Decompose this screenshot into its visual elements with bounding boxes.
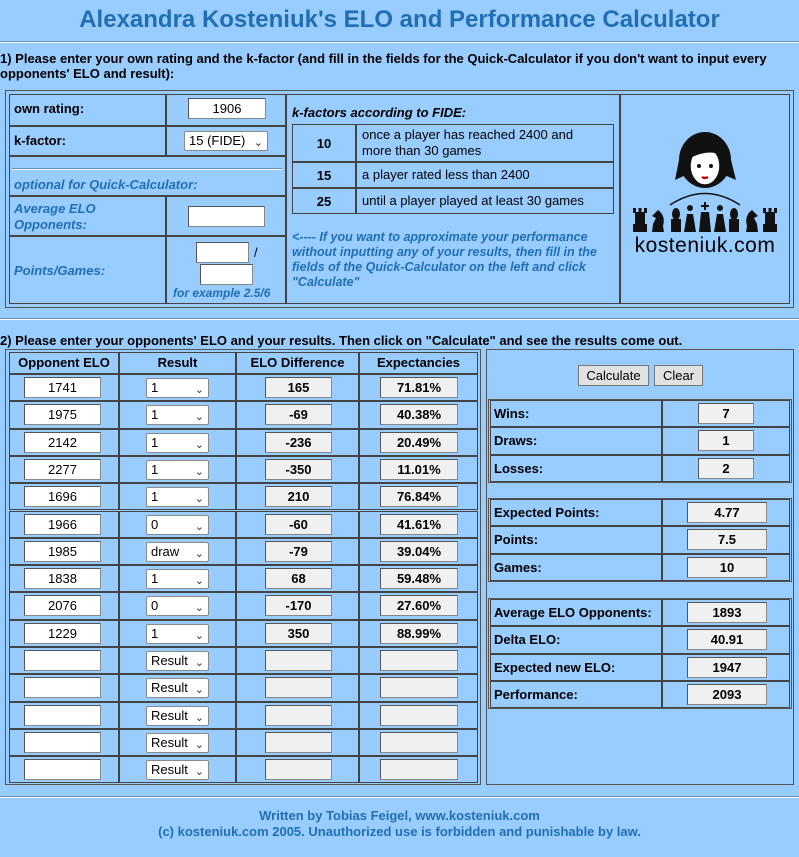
opponent-elo-input[interactable]: 1985 <box>24 541 101 562</box>
chevron-down-icon: ⌄ <box>194 520 204 533</box>
result-select[interactable] <box>146 405 209 425</box>
k-factor-select[interactable] <box>184 131 268 151</box>
expectancy-output: 88.99% <box>380 623 458 644</box>
opponent-elo-input[interactable]: 2277 <box>24 459 101 480</box>
result-label: Average ELO Opponents: <box>494 605 652 620</box>
footer-copyright: (c) kosteniuk.com 2005. Unauthorized use is forbidden and punishable by law. <box>158 824 641 839</box>
elo-difference-output: -69 <box>265 404 332 425</box>
chevron-down-icon: ⌄ <box>194 711 204 724</box>
result-select[interactable] <box>146 460 209 480</box>
elo-difference-output: -350 <box>265 459 332 480</box>
divider <box>0 318 799 320</box>
elo-difference-output: -60 <box>265 514 332 535</box>
logo-text: kosteniuk.com <box>634 234 776 257</box>
result-select[interactable] <box>146 433 209 453</box>
expectancy-output <box>380 759 458 780</box>
chevron-down-icon: ⌄ <box>194 411 204 424</box>
points-example: for example 2.5/6 <box>173 286 271 300</box>
quick-divider <box>12 168 282 170</box>
opponent-elo-input[interactable]: 1696 <box>24 486 101 507</box>
kfactor-heading <box>292 105 466 120</box>
result-select[interactable] <box>146 515 209 535</box>
calculate-button[interactable]: Calculate <box>578 365 649 386</box>
kfactor-value: 15 <box>316 167 332 183</box>
table-row <box>9 483 478 510</box>
expectancy-output <box>380 732 458 753</box>
header-expectancies: Expectancies <box>376 355 461 370</box>
elo-difference-output: -170 <box>265 595 332 616</box>
result-select[interactable] <box>146 378 209 398</box>
chevron-down-icon: ⌄ <box>194 547 204 560</box>
result-value-output: 2 <box>698 458 754 479</box>
table-row <box>9 401 478 428</box>
expectancy-output: 39.04% <box>380 541 458 562</box>
chevron-down-icon: ⌄ <box>194 766 204 779</box>
chevron-down-icon: ⌄ <box>194 657 204 669</box>
kfactor-description: until a player played at least 30 games <box>362 193 584 208</box>
table-row <box>9 456 478 483</box>
opponent-elo-input[interactable] <box>24 732 101 753</box>
elo-difference-output <box>265 705 332 726</box>
result-value-output: 1947 <box>687 657 767 678</box>
points-games-label: Points/Games: <box>14 263 106 278</box>
opponent-elo-input[interactable]: 1975 <box>24 404 101 425</box>
expectancy-output: 20.49% <box>380 432 458 453</box>
result-value-output: 10 <box>687 557 767 578</box>
expectancy-output: 59.48% <box>380 568 458 589</box>
chevron-down-icon: ⌄ <box>194 438 204 451</box>
result-value-output: 1 <box>698 430 754 451</box>
kfactor-value: 10 <box>316 135 332 151</box>
result-select[interactable] <box>146 624 209 644</box>
result-value: 1 <box>151 461 159 477</box>
table-row <box>9 565 478 592</box>
expectancy-output: 76.84% <box>380 486 458 507</box>
result-label: Performance: <box>494 686 578 702</box>
clear-button[interactable]: Clear <box>654 365 703 386</box>
table-row <box>9 674 478 701</box>
result-value-output: 7.5 <box>687 529 767 550</box>
table-row <box>9 374 478 401</box>
k-factor-value: 15 (FIDE) <box>189 133 246 148</box>
chevron-down-icon: ⌄ <box>194 629 204 642</box>
expectancy-output: 41.61% <box>380 514 458 535</box>
result-value-output: 1893 <box>687 602 767 623</box>
elo-difference-output <box>265 650 332 671</box>
divider <box>0 41 799 43</box>
opponent-elo-input[interactable] <box>24 677 101 698</box>
result-select[interactable] <box>146 733 209 753</box>
elo-difference-output: -79 <box>265 541 332 562</box>
expectancy-output <box>380 650 458 671</box>
result-label: Losses: <box>494 460 544 476</box>
result-select[interactable] <box>146 569 209 589</box>
result-value: Result <box>151 653 188 668</box>
result-select[interactable] <box>146 651 209 671</box>
result-value: Result <box>151 707 188 723</box>
opponent-elo-input[interactable]: 1838 <box>24 568 101 589</box>
points-input[interactable] <box>196 242 249 263</box>
own-rating-label: own rating: <box>14 101 85 116</box>
chevron-down-icon: ⌄ <box>194 384 204 396</box>
table-row <box>9 620 478 647</box>
result-label: Draws: <box>494 433 538 449</box>
footer-credit: Written by Tobias Feigel, www.kosteniuk.com <box>259 808 540 823</box>
result-select[interactable] <box>146 760 209 780</box>
result-select[interactable] <box>146 487 209 507</box>
result-value: draw <box>151 543 180 559</box>
games-input[interactable] <box>200 264 253 285</box>
result-value-output: 2093 <box>687 684 767 705</box>
page-title: Alexandra Kosteniuk's ELO and Performance Calculator <box>79 6 720 33</box>
chevron-down-icon: ⌄ <box>194 465 204 478</box>
chevron-down-icon: ⌄ <box>194 684 204 697</box>
divider <box>0 796 799 798</box>
kfactor-heading-text: k-factors according to FIDE: <box>292 105 467 120</box>
opponent-elo-input[interactable] <box>24 650 101 671</box>
chevron-down-icon: ⌄ <box>194 602 204 615</box>
kfactor-value: 25 <box>316 193 332 209</box>
expectancy-output: 40.38% <box>380 404 458 425</box>
result-label: Games: <box>494 559 542 575</box>
chevron-down-icon: ⌄ <box>194 738 204 751</box>
opponent-elo-input[interactable] <box>24 759 101 780</box>
step2-instructions: 2) Please enter your opponents' ELO and your results. Then click on "Calculate" and see the results come out. <box>0 333 683 348</box>
opponent-elo-input[interactable]: 2076 <box>24 595 101 616</box>
header-result: Result <box>157 355 198 370</box>
table-row <box>9 511 478 538</box>
table-row <box>9 756 478 783</box>
result-value: 1 <box>151 625 159 641</box>
kfactor-description: once a player has reached 2400 and more than 30 games <box>362 127 574 158</box>
expectancy-output <box>380 677 458 698</box>
chess-pieces-icon <box>630 202 780 236</box>
own-rating-input[interactable]: 1906 <box>188 98 266 119</box>
opponent-elo-input[interactable]: 2142 <box>24 432 101 453</box>
result-select[interactable] <box>146 542 209 562</box>
header-opponent-elo: Opponent ELO <box>18 355 110 370</box>
opponent-elo-input[interactable]: 1966 <box>24 514 101 535</box>
expectancy-output <box>380 705 458 726</box>
kfactor-note: <---- If you want to approximate your performance without inputting any of your results, then fill in the fields of the Quick-Calculator on the left and click "Calculate" <box>292 230 597 289</box>
elo-difference-output: 68 <box>265 568 332 589</box>
chevron-down-icon: ⌄ <box>253 137 263 149</box>
table-row <box>9 647 478 674</box>
opponent-elo-input[interactable]: 1229 <box>24 623 101 644</box>
expectancy-output: 71.81% <box>380 377 458 398</box>
kosteniuk-logo <box>630 130 780 260</box>
opponent-elo-input[interactable]: 1741 <box>24 377 101 398</box>
expectancy-output: 27.60% <box>380 595 458 616</box>
result-value: Result <box>151 762 188 778</box>
table-row <box>9 592 478 619</box>
kfactor-description: a player rated less than 2400 <box>362 167 530 182</box>
result-value-output: 40.91 <box>687 629 767 650</box>
result-value-output: 7 <box>698 403 754 424</box>
elo-difference-output: 350 <box>265 623 332 644</box>
quick-heading: optional for Quick-Calculator: <box>14 177 198 192</box>
table-row <box>9 429 478 456</box>
k-factor-label: k-factor: <box>14 133 67 148</box>
result-value: 0 <box>151 516 159 532</box>
header-elo-difference: ELO Difference <box>250 355 345 370</box>
result-label: Expected new ELO: <box>494 659 616 675</box>
result-label: Expected Points: <box>494 505 600 520</box>
result-label: Wins: <box>494 406 530 421</box>
table-row <box>9 538 478 565</box>
elo-difference-output <box>265 677 332 698</box>
result-value: 1 <box>151 571 159 587</box>
result-value: 1 <box>151 380 159 395</box>
result-label: Points: <box>494 532 539 548</box>
result-select[interactable] <box>146 596 209 616</box>
result-value: 1 <box>151 489 159 505</box>
elo-difference-output: -236 <box>265 432 332 453</box>
avg-elo-input[interactable] <box>188 206 265 227</box>
result-select[interactable] <box>146 706 209 726</box>
step1-instructions: 1) Please enter your own rating and the k-factor (and fill in the fields for the Quick-Calculator if you don't want to input every opponents' ELO and result): <box>0 51 767 81</box>
result-label: Delta ELO: <box>494 632 561 648</box>
result-value: Result <box>151 734 188 750</box>
chevron-down-icon: ⌄ <box>194 493 204 506</box>
elo-difference-output <box>265 759 332 780</box>
table-row <box>9 702 478 729</box>
elo-difference-output <box>265 732 332 753</box>
result-value-output: 4.77 <box>687 502 767 523</box>
result-value: Result <box>151 680 188 696</box>
opponent-elo-input[interactable] <box>24 705 101 726</box>
elo-difference-output: 210 <box>265 486 332 507</box>
result-value: 1 <box>151 407 159 423</box>
points-slash: / <box>254 245 258 260</box>
result-value: 1 <box>151 434 159 450</box>
result-value: 0 <box>151 598 159 614</box>
expectancy-output: 11.01% <box>380 459 458 480</box>
elo-difference-output: 165 <box>265 377 332 398</box>
result-select[interactable] <box>146 678 209 698</box>
table-row <box>9 729 478 756</box>
avg-elo-label: Average ELO Opponents: <box>14 201 96 232</box>
chevron-down-icon: ⌄ <box>194 575 204 588</box>
